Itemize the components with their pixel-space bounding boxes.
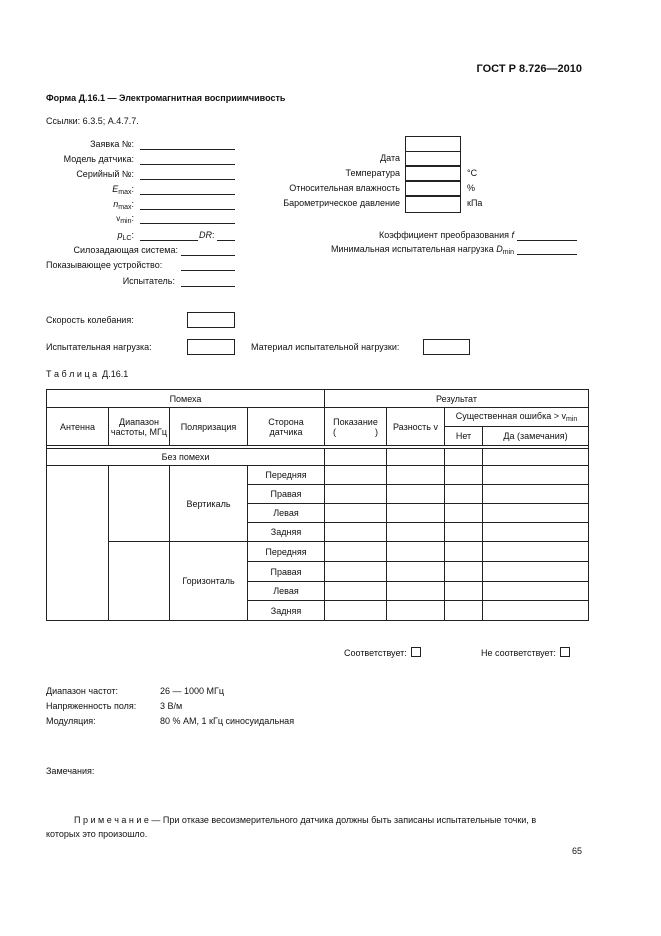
form-title: Форма Д.16.1 — Электромагнитная восприимчивость bbox=[46, 93, 286, 103]
date-label: Дата bbox=[380, 153, 400, 163]
table-cell[interactable] bbox=[483, 449, 589, 466]
load-box[interactable] bbox=[187, 339, 235, 355]
dr-label: DR: bbox=[199, 230, 215, 240]
result-header: Результат bbox=[325, 390, 589, 408]
table-cell[interactable] bbox=[387, 485, 445, 504]
min-load-label: Минимальная испытательная нагрузка $D_{min}$ bbox=[331, 244, 514, 256]
diff-header: Разность v bbox=[387, 408, 445, 446]
plc-label: $p_{LC}$: bbox=[117, 230, 134, 242]
temperature-label: Температура bbox=[345, 168, 400, 178]
table-cell[interactable] bbox=[445, 504, 483, 523]
side-cell: Правая bbox=[248, 485, 325, 504]
side-cell: Задняя bbox=[248, 601, 325, 621]
table-cell[interactable] bbox=[387, 542, 445, 562]
spec-value: 3 В/м bbox=[160, 701, 183, 711]
table-cell[interactable] bbox=[483, 562, 589, 582]
table-cell[interactable] bbox=[387, 449, 445, 466]
load-system-input[interactable] bbox=[181, 255, 235, 256]
tester-input[interactable] bbox=[181, 286, 235, 287]
table-cell[interactable] bbox=[445, 562, 483, 582]
serial-input[interactable] bbox=[140, 179, 235, 180]
table-cell[interactable] bbox=[483, 485, 589, 504]
no-header: Нет bbox=[445, 427, 483, 446]
table-cell[interactable] bbox=[483, 542, 589, 562]
table-cell[interactable] bbox=[387, 582, 445, 601]
remarks-label: Замечания: bbox=[46, 766, 95, 776]
load-system-label: Силозадающая система: bbox=[73, 245, 178, 255]
polarization-header: Поляризация bbox=[170, 408, 248, 446]
serial-label: Серийный №: bbox=[76, 169, 134, 179]
antenna-cell[interactable] bbox=[47, 466, 109, 621]
temperature-box[interactable] bbox=[405, 166, 461, 181]
conforms-label: Соответствует: bbox=[344, 648, 407, 658]
emax-input[interactable] bbox=[140, 194, 235, 195]
table-row bbox=[47, 449, 589, 466]
table-caption: Т а б л и ц а Д.16.1 bbox=[46, 369, 129, 379]
table-cell[interactable] bbox=[483, 466, 589, 485]
conforms-row bbox=[344, 647, 421, 658]
side-cell: Правая bbox=[248, 562, 325, 582]
tester-label: Испытатель: bbox=[122, 276, 175, 286]
results-table bbox=[46, 389, 589, 621]
date-box-top[interactable] bbox=[405, 136, 461, 152]
humidity-label: Относительная влажность bbox=[289, 183, 400, 193]
emax-label: $E_{max}$: bbox=[112, 184, 134, 196]
table-cell[interactable] bbox=[387, 562, 445, 582]
reading-header: Показание ( ) bbox=[325, 408, 387, 446]
yes-header: Да (замечания) bbox=[483, 427, 589, 446]
table-row bbox=[47, 542, 589, 562]
model-input[interactable] bbox=[140, 164, 235, 165]
indicator-label: Показывающее устройство: bbox=[46, 260, 163, 270]
table-cell[interactable] bbox=[325, 542, 387, 562]
table-cell[interactable] bbox=[387, 523, 445, 542]
polarization-vertical: Вертикаль bbox=[170, 466, 248, 542]
range-header: Диапазон частоты, МГц bbox=[109, 408, 170, 446]
page-number: 65 bbox=[571, 846, 582, 856]
speed-box[interactable] bbox=[187, 312, 235, 328]
table-cell[interactable] bbox=[483, 523, 589, 542]
table-cell[interactable] bbox=[483, 601, 589, 621]
table-cell[interactable] bbox=[325, 466, 387, 485]
table-cell[interactable] bbox=[445, 466, 483, 485]
antenna-header: Антенна bbox=[47, 408, 109, 446]
spec-label: Модуляция: bbox=[46, 716, 96, 726]
table-cell[interactable] bbox=[445, 485, 483, 504]
min-load-input[interactable] bbox=[517, 254, 577, 255]
table-cell[interactable] bbox=[325, 601, 387, 621]
interference-header: Помеха bbox=[47, 390, 325, 408]
conforms-checkbox[interactable] bbox=[411, 647, 421, 657]
table-cell[interactable] bbox=[325, 485, 387, 504]
document-id: ГОСТ Р 8.726—2010 bbox=[476, 63, 582, 75]
table-cell[interactable] bbox=[445, 601, 483, 621]
side-cell: Левая bbox=[248, 582, 325, 601]
note-continued: которых это произошло. bbox=[46, 829, 148, 839]
side-cell: Передняя bbox=[248, 542, 325, 562]
table-cell[interactable] bbox=[325, 582, 387, 601]
not-conforms-row bbox=[481, 647, 570, 658]
table-cell[interactable] bbox=[387, 466, 445, 485]
table-cell[interactable] bbox=[387, 601, 445, 621]
table-cell[interactable] bbox=[445, 582, 483, 601]
speed-label: Скорость колебания: bbox=[46, 315, 134, 325]
request-label: Заявка №: bbox=[90, 139, 134, 149]
table-cell[interactable] bbox=[325, 523, 387, 542]
side-header: Сторона датчика bbox=[248, 408, 325, 446]
table-cell[interactable] bbox=[483, 582, 589, 601]
references: Ссылки: 6.3.5; А.4.7.7. bbox=[46, 116, 139, 126]
table-cell[interactable] bbox=[445, 449, 483, 466]
vmin-label: $v_{min}$: bbox=[116, 213, 134, 225]
coef-input[interactable] bbox=[517, 240, 577, 241]
table-cell[interactable] bbox=[325, 504, 387, 523]
dr-input[interactable] bbox=[217, 240, 235, 241]
nmax-label: $n_{max}$: bbox=[113, 199, 134, 211]
side-cell: Задняя bbox=[248, 523, 325, 542]
table-cell[interactable] bbox=[445, 523, 483, 542]
material-box[interactable] bbox=[423, 339, 470, 355]
date-box[interactable] bbox=[405, 151, 461, 166]
range-cell[interactable] bbox=[109, 542, 170, 621]
no-interference-cell: Без помехи bbox=[47, 449, 325, 466]
not-conforms-label: Не соответствует: bbox=[481, 648, 556, 658]
pressure-unit: кПа bbox=[467, 198, 483, 208]
humidity-unit: % bbox=[467, 183, 476, 193]
spec-label: Диапазон частот: bbox=[46, 686, 119, 696]
table-cell[interactable] bbox=[387, 504, 445, 523]
table-row bbox=[47, 466, 589, 485]
load-label: Испытательная нагрузка: bbox=[46, 342, 152, 352]
humidity-box[interactable] bbox=[405, 181, 461, 196]
nmax-input[interactable] bbox=[140, 209, 235, 210]
pressure-label: Барометрическое давление bbox=[283, 198, 400, 208]
polarization-horizontal: Горизонталь bbox=[170, 542, 248, 621]
sig-error-header: Существенная ошибка > $v_{min}$ bbox=[445, 408, 589, 427]
temperature-unit: °С bbox=[467, 168, 478, 178]
table-cell[interactable] bbox=[483, 504, 589, 523]
range-cell[interactable] bbox=[109, 466, 170, 542]
table-cell[interactable] bbox=[325, 449, 387, 466]
side-cell: Левая bbox=[248, 504, 325, 523]
material-label: Материал испытательной нагрузки: bbox=[251, 342, 400, 352]
plc-input[interactable] bbox=[140, 240, 198, 241]
table-cell[interactable] bbox=[445, 542, 483, 562]
side-cell: Передняя bbox=[248, 466, 325, 485]
not-conforms-checkbox[interactable] bbox=[560, 647, 570, 657]
coef-label: Коэффициент преобразования f bbox=[378, 230, 514, 240]
model-label: Модель датчика: bbox=[63, 154, 134, 164]
request-input[interactable] bbox=[140, 149, 235, 150]
spec-label: Напряженность поля: bbox=[46, 701, 137, 711]
spec-value: 80 % АМ, 1 кГц синосуидальная bbox=[160, 716, 295, 726]
note: П р и м е ч а н и е — При отказе весоизмерительного датчика должны быть записаны испытательные точки, в bbox=[74, 815, 537, 825]
pressure-box[interactable] bbox=[405, 196, 461, 213]
spec-value: 26 — 1000 МГц bbox=[160, 686, 225, 696]
table-cell[interactable] bbox=[325, 562, 387, 582]
indicator-input[interactable] bbox=[181, 270, 235, 271]
vmin-input[interactable] bbox=[140, 223, 235, 224]
